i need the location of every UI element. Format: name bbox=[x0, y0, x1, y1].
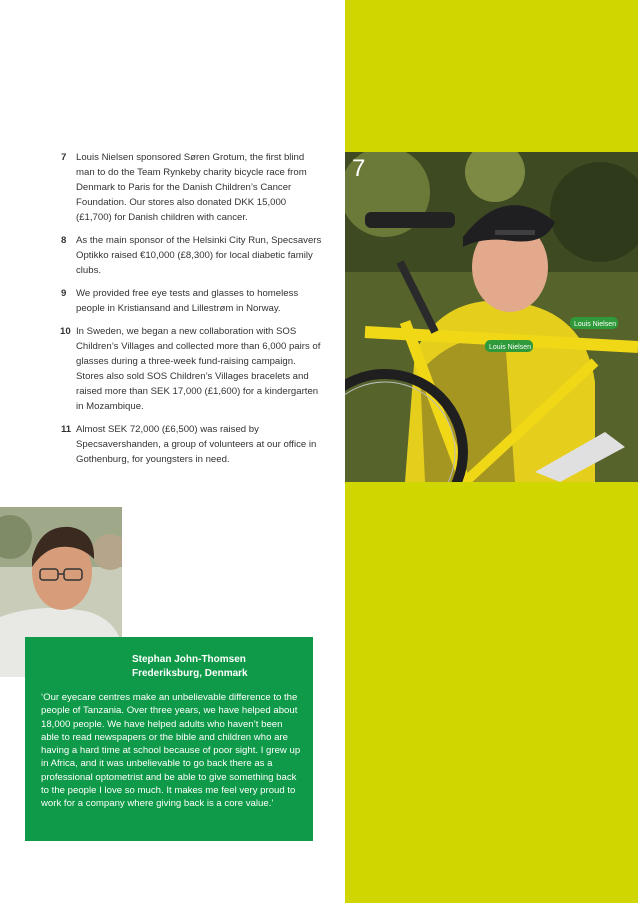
item-number: 9 bbox=[61, 288, 67, 299]
item-number: 10 bbox=[60, 326, 71, 337]
item-text: In Sweden, we began a new collaboration with SOS Children’s Villages and collected more than 6,000 pairs of glasses during a three-week fund-raising campaign. Stores also sold SOS Children’s Villages bracelets and raised more than SEK 17,000 (£1,600) for a kindergarten in Mozambique. bbox=[76, 326, 321, 412]
jersey-label: Louis Nielsen bbox=[489, 344, 532, 351]
quote-attribution bbox=[132, 653, 248, 681]
person-name: Stephan John-Thomsen bbox=[132, 654, 246, 665]
list-item bbox=[61, 324, 323, 414]
list-item bbox=[61, 422, 323, 467]
list-item bbox=[61, 150, 323, 225]
photo-number: 7 bbox=[352, 155, 366, 182]
cyclist-photo bbox=[345, 152, 638, 482]
item-number: 8 bbox=[61, 235, 67, 246]
item-text: Louis Nielsen sponsored Søren Grotum, the first blind man to do the Team Rynkeby charity bicycle race from Denmark to Paris for the Danish Children’s Cancer Foundation. Our stores also donated DKK 15,000 (£1,700) for Danish children with cancer. bbox=[76, 152, 307, 223]
quote-text: ‘Our eyecare centres make an unbelievable difference to the people of Tanzania. Over three years, we have helped about 18,000 people. We have helped adults who haven’t been able to read newspapers or the bible and children who are having a hard time at school because of poor sight. I grew up in Africa, and it was unbelievable to go back there as a professional optometrist and be able to give something back to the people I love so much. It makes me feel very proud to work for a company where giving back is a core value.’ bbox=[41, 692, 301, 810]
cyclist-illustration bbox=[345, 152, 638, 482]
item-number: 7 bbox=[61, 152, 67, 163]
person-location: Frederiksburg, Denmark bbox=[132, 668, 248, 679]
item-text: We provided free eye tests and glasses to homeless people in Kristiansand and Lillestrøm in Norway. bbox=[76, 288, 299, 314]
item-text: As the main sponsor of the Helsinki City Run, Specsavers Optikko raised €10,000 (£8,300) for local diabetic family clubs. bbox=[76, 235, 322, 276]
jersey-label: Louis Nielsen bbox=[574, 321, 617, 328]
item-text: Almost SEK 72,000 (£6,500) was raised by Specsavershanden, a group of volunteers at our office in Gothenburg, for youngsters in need. bbox=[76, 424, 317, 465]
list-item bbox=[61, 286, 323, 316]
list-item bbox=[61, 233, 323, 278]
initiatives-list bbox=[61, 150, 323, 475]
item-number: 11 bbox=[61, 424, 72, 435]
